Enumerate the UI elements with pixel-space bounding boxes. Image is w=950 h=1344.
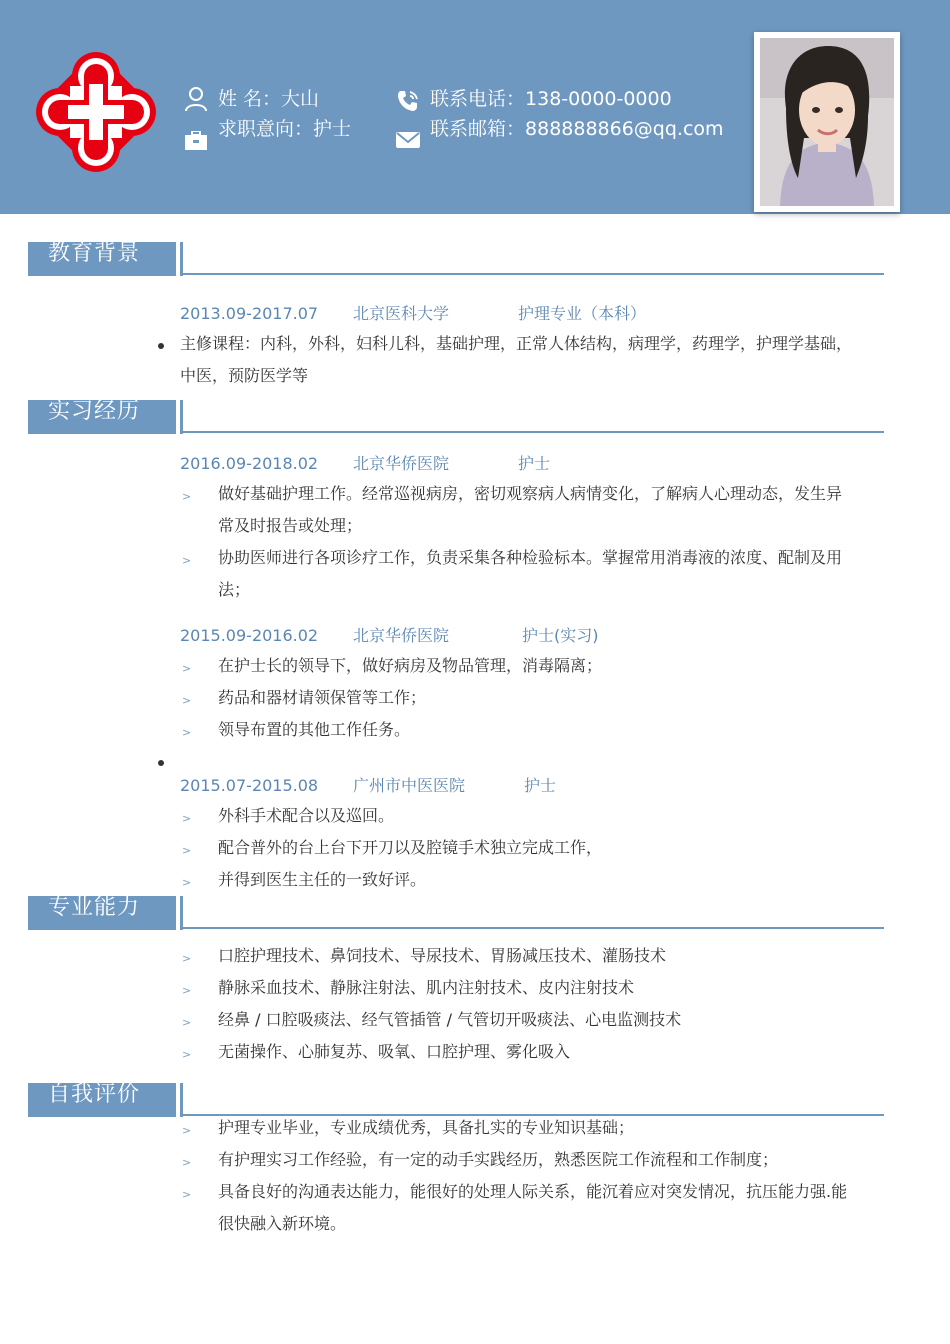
job-role: 护士 [524,776,557,795]
section-title-internship [28,400,176,434]
self-eval-item: 有护理实习工作经验，有一定的动手实践经历，熟悉医院工作流程和工作制度； [218,1150,779,1169]
section-title-skills [28,896,176,930]
name-value: 大山 [281,88,320,110]
section-title-education [28,242,176,276]
section-divider [182,273,884,275]
chevron-right-icon: > [182,812,192,825]
job-label: 求职意向： [218,118,314,140]
email-label: 联系邮箱： [430,118,526,140]
job-item: 配合普外的台上台下开刀以及腔镜手术独立完成工作， [218,838,603,857]
header-banner [0,0,950,214]
section-divider [182,431,884,433]
job-item: 药品和器材请领保管等工作； [218,688,427,707]
job-item: 法； [218,580,251,599]
edu-courses-line2: 中医，预防医学等 [180,366,309,385]
job-item: 协助医师进行各项诊疗工作，负责采集各种检验标本。掌握常用消毒液的浓度、配制及用 [218,548,843,567]
job-place: 广州市中医医院 [353,776,466,795]
education-title-text: 教育背景 [48,241,141,266]
job-value: 护士 [313,118,352,140]
email-field [430,117,724,141]
chevron-right-icon: > [182,952,192,965]
chevron-right-icon: > [182,726,192,739]
job-place: 北京华侨医院 [353,626,450,645]
chevron-right-icon: > [182,662,192,675]
section-divider [182,927,884,929]
internship-title-text: 实习经历 [48,399,141,424]
job-item: 常及时报告或处理； [218,516,363,535]
job-item: 领导布置的其他工作任务。 [218,720,411,739]
edu-major: 护理专业（本科） [518,304,647,323]
briefcase-icon [184,131,208,151]
chevron-right-icon: > [182,490,192,503]
user-icon [184,86,208,112]
chevron-right-icon: > [182,984,192,997]
job-item: 做好基础护理工作。经常巡视病房，密切观察病人病情变化，了解病人心理动态，发生异 [218,484,843,503]
chevron-right-icon: > [182,876,192,889]
job-item: 外科手术配合以及巡回。 [218,806,395,825]
chevron-right-icon: > [182,844,192,857]
mail-icon [396,131,420,149]
phone-field [430,87,672,111]
edu-school: 北京医科大学 [353,304,450,323]
bullet-dot [158,343,164,349]
skill-item: 口腔护理技术、鼻饲技术、导尿技术、胃肠减压技术、灌肠技术 [218,946,667,965]
avatar [760,38,894,206]
self-eval-item: 护理专业毕业，专业成绩优秀，具备扎实的专业知识基础； [218,1118,635,1137]
chevron-right-icon: > [182,1156,192,1169]
job-role: 护士 [518,454,551,473]
section-title-self-eval [28,1083,176,1117]
profile-photo [754,32,900,212]
chevron-right-icon: > [182,1016,192,1029]
name-field [218,87,319,111]
medical-cross-logo [34,50,158,174]
job-role: 护士(实习) [522,626,599,645]
job-field [218,117,351,141]
skill-item: 静脉采血技术、静脉注射法、肌内注射技术、皮内注射技术 [218,978,635,997]
self-eval-title-text: 自我评价 [48,1082,141,1107]
email-value[interactable]: 888888866@qq.com [525,118,724,140]
chevron-right-icon: > [182,554,192,567]
self-eval-item: 很快融入新环境。 [218,1214,347,1233]
phone-label: 联系电话： [430,88,526,110]
skills-title-text: 专业能力 [48,895,141,920]
job-item: 并得到医生主任的一致好评。 [218,870,427,889]
chevron-right-icon: > [182,1048,192,1061]
edu-courses-line1: 主修课程：内科，外科，妇科儿科，基础护理，正常人体结构，病理学，药理学，护理学基础， [180,334,853,353]
job-date: 2015.09-2016.02 [180,626,319,645]
self-eval-item: 具备良好的沟通表达能力，能很好的处理人际关系，能沉着应对突发情况，抗压能力强.能 [218,1182,848,1201]
edu-date: 2013.09-2017.07 [180,304,319,323]
skill-item: 经鼻 / 口腔吸痰法、经气管插管 / 气管切开吸痰法、心电监测技术 [218,1010,682,1029]
chevron-right-icon: > [182,694,192,707]
job-place: 北京华侨医院 [353,454,450,473]
phone-icon [396,89,420,113]
phone-value[interactable]: 138-0000-0000 [525,88,672,110]
bullet-dot [158,760,164,766]
job-date: 2016.09-2018.02 [180,454,319,473]
chevron-right-icon: > [182,1124,192,1137]
skill-item: 无菌操作、心肺复苏、吸氧、口腔护理、雾化吸入 [218,1042,571,1061]
chevron-right-icon: > [182,1188,192,1201]
job-date: 2015.07-2015.08 [180,776,319,795]
name-label: 姓 名： [218,88,282,110]
job-item: 在护士长的领导下，做好病房及物品管理，消毒隔离； [218,656,603,675]
